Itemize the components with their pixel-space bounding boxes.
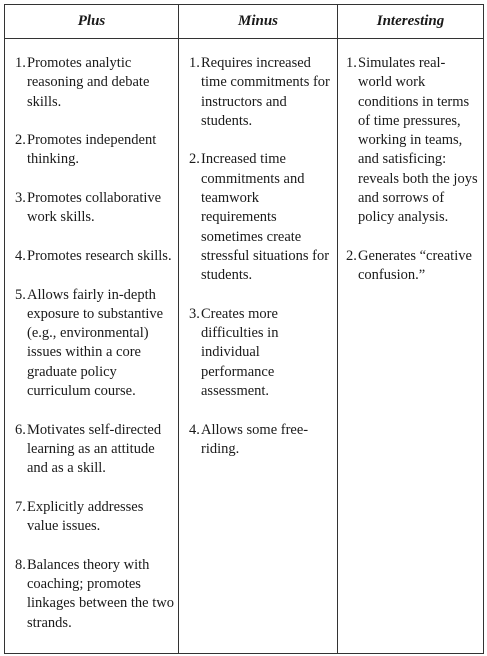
item-number: 2. xyxy=(346,247,357,264)
item-number: 1. xyxy=(15,55,26,71)
item-text: Balances theory with coaching; promotes linkages between the two strands. xyxy=(27,556,174,631)
minus-item xyxy=(189,421,337,460)
item-text: Allows fairly in-depth exposure to substantive (e.g., environmental) issues within a core graduate policy curriculum course. xyxy=(27,286,164,400)
item-number: 8. xyxy=(15,556,26,573)
item-text: Simulates real-world work conditions in terms of time pressures, working in teams, and satisficing: reveals both the joys and sorrows of policy analysis. xyxy=(358,55,478,226)
plus-item xyxy=(15,131,178,170)
plus-item xyxy=(15,189,178,228)
header-row xyxy=(5,5,483,39)
plus-item xyxy=(15,286,178,402)
item-number: 7. xyxy=(15,498,26,515)
item-text: Promotes independent thinking. xyxy=(27,132,157,168)
pmi-table xyxy=(4,4,484,654)
item-number: 1. xyxy=(346,55,357,71)
item-number: 5. xyxy=(15,286,26,303)
item-text: Increased time commitments and teamwork requirements sometimes create stressful situations for students. xyxy=(201,151,330,284)
header-plus: Plus xyxy=(5,5,179,38)
column-minus xyxy=(179,39,338,653)
item-number: 2. xyxy=(189,151,200,168)
item-text: Allows some free-riding. xyxy=(201,421,309,457)
plus-item xyxy=(15,498,178,537)
item-number: 3. xyxy=(15,190,26,207)
item-text: Promotes collaborative work skills. xyxy=(27,190,162,226)
column-plus xyxy=(5,39,179,653)
item-text: Requires increased time commitments for instructors and students. xyxy=(201,55,330,129)
plus-list xyxy=(5,39,178,633)
interesting-item xyxy=(346,54,483,228)
item-text: Promotes analytic reasoning and debate skills. xyxy=(27,55,150,110)
plus-item xyxy=(15,556,178,633)
interesting-list xyxy=(338,39,483,286)
item-text: Creates more difficulties in individual performance assessment. xyxy=(201,305,279,400)
minus-list xyxy=(179,39,337,459)
column-interesting xyxy=(338,39,483,653)
item-number: 4. xyxy=(15,247,26,264)
item-number: 2. xyxy=(15,132,26,149)
item-text: Explicitly addresses value issues. xyxy=(27,498,144,535)
plus-item xyxy=(15,54,178,112)
item-text: Motivates self-directed learning as an attitude and as a skill. xyxy=(27,421,162,477)
item-number: 4. xyxy=(189,421,200,438)
item-number: 3. xyxy=(189,305,200,322)
plus-item xyxy=(15,421,178,479)
item-text: Generates “creative confusion.” xyxy=(358,247,472,284)
minus-item xyxy=(189,150,337,285)
minus-item xyxy=(189,54,337,131)
minus-item xyxy=(189,305,337,401)
body-row xyxy=(5,39,483,653)
header-minus: Minus xyxy=(179,5,338,38)
interesting-item xyxy=(346,247,483,286)
item-number: 1. xyxy=(189,55,200,71)
item-text: Promotes research skills. xyxy=(27,247,172,264)
item-number: 6. xyxy=(15,421,26,438)
header-interesting: Interesting xyxy=(376,13,445,29)
plus-item xyxy=(15,247,178,266)
